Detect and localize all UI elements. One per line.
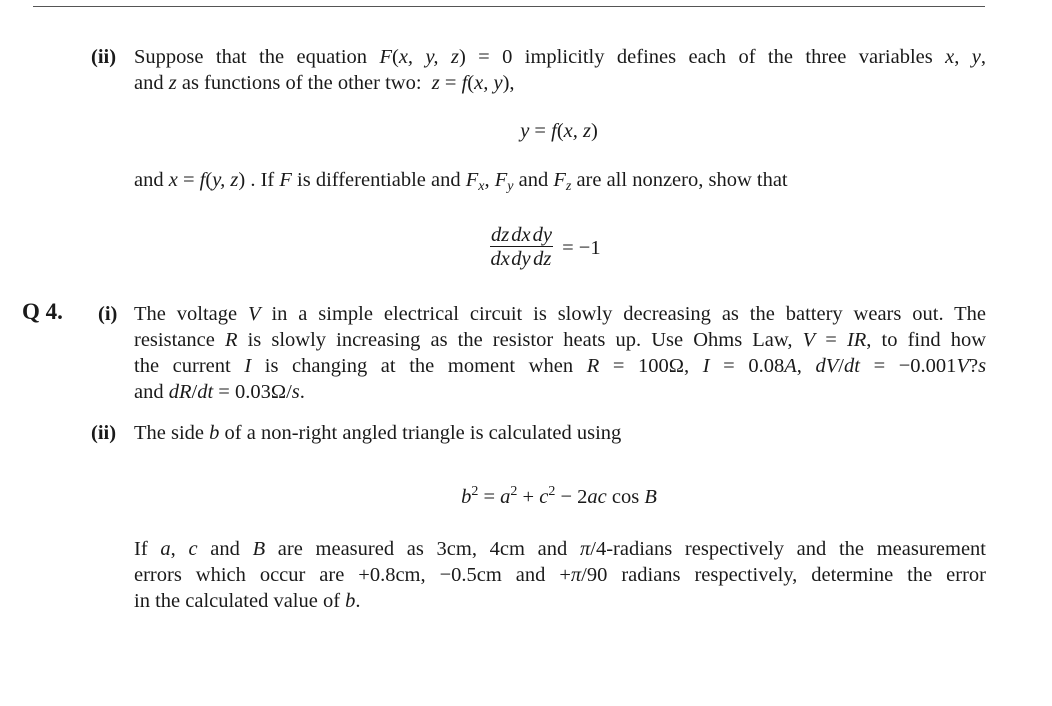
top-rule [33, 6, 985, 7]
q4-i-line-2: resistance R is slowly increasing as the resistor heats up. Use Ohms Law, V = IR, to find how [134, 329, 987, 351]
q4-i-line-4: and dR/dt = 0.03Ω/s. [134, 381, 305, 403]
part-ii-line-3: and x = f(y, z) . If F is differentiable and $F_x$, $F_y$ and $F_z$ are all nonzero, show that [134, 169, 788, 194]
fraction-dx-dy: $\frac{dx}{dy}$ [511, 224, 531, 270]
q4-ii-line-1: If a, c and B are measured as 3cm, 4cm and π/4-radians respectively and the measurement [134, 538, 986, 560]
part-ii-line-1: Suppose that the equation F(x, y, z) = 0 implicitly defines each of the three variables x, y, [134, 46, 987, 68]
equation-rhs: = −1 [562, 236, 601, 259]
question-4-label: Q 4. [22, 299, 63, 324]
cosine-rule-formula: $b^2 = a^2 + c^2 - 2ac$ cos B [461, 484, 657, 508]
q4-part-ii-intro: The side b of a non-right angled triangle is calculated using [134, 422, 622, 444]
part-ii-line-2: and z as functions of the other two: z = f(x, y), [134, 72, 515, 94]
q4-i-line-1: The voltage V in a simple electrical circuit is slowly decreasing as the battery wears out. The [134, 303, 986, 325]
part-ii-text [134, 44, 986, 96]
q4-ii-line-2: errors which occur are +0.8cm, −0.5cm and +π/90 radians respectively, determine the error [134, 564, 987, 586]
q4-part-ii-label: (ii) [91, 422, 117, 444]
chain-rule-product-equation [490, 224, 601, 271]
fraction-dy-dz: $\frac{dy}{dz}$ [532, 224, 552, 270]
display-equation-y: y = f(x, z) [520, 120, 598, 142]
q4-part-i-label: (i) [98, 303, 118, 325]
q4-i-line-3: the current I is changing at the moment when R = 100Ω, I = 0.08A, dV/dt = −0.001V?s [134, 355, 987, 377]
fraction-dz-dx: $\frac{dz}{dx}$ [490, 224, 510, 270]
q4-part-i-text [134, 301, 986, 405]
q4-part-ii-text [134, 536, 986, 614]
q4-ii-line-3: in the calculated value of b. [134, 590, 361, 612]
part-ii-label: (ii) [91, 46, 117, 68]
